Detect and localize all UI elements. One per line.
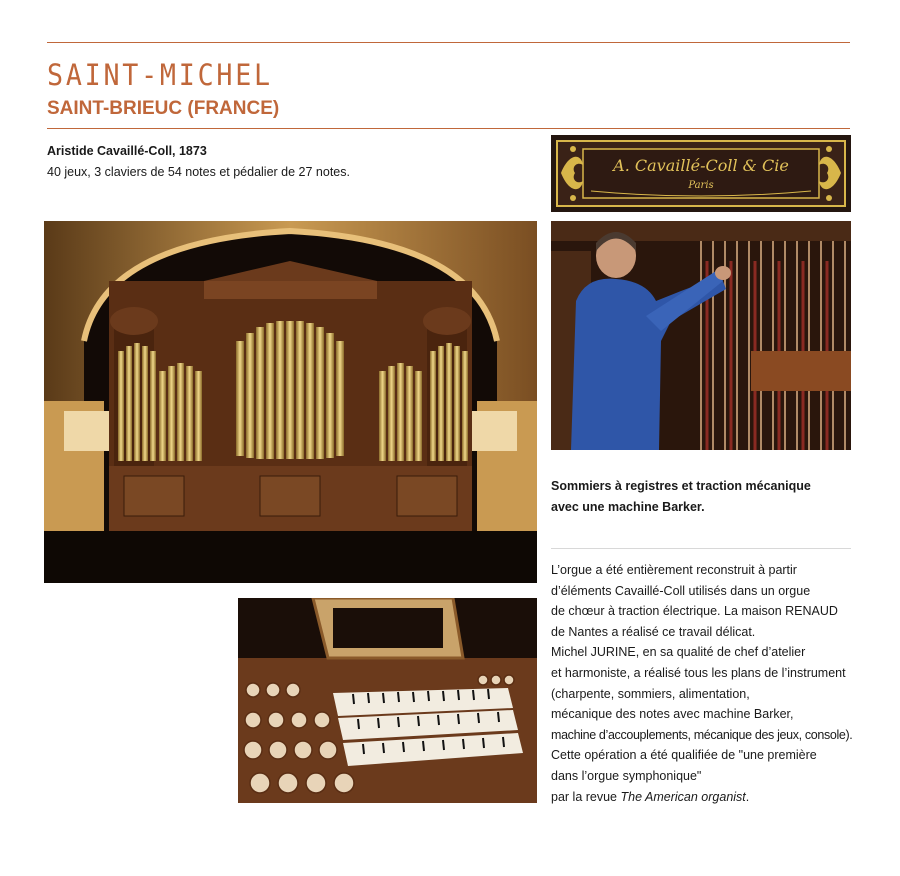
caption-line-2: avec une machine Barker. xyxy=(551,500,705,514)
top-rule xyxy=(47,42,850,43)
journal-title: The American organist xyxy=(620,789,746,804)
caption-divider xyxy=(551,548,851,549)
nameplate-photo xyxy=(551,135,851,212)
history-line-last xyxy=(551,787,851,808)
history-line: d’éléments Cavaillé-Coll utilisés dans un orgue xyxy=(551,583,811,598)
page-title: SAINT-MICHEL xyxy=(47,58,273,92)
history-paragraph xyxy=(551,560,851,807)
caption-line-1: Sommiers à registres et traction mécanique xyxy=(551,479,811,493)
technician-illustration xyxy=(551,221,851,450)
history-line: de Nantes a réalisé ce travail délicat. xyxy=(551,624,756,639)
history-line: (charpente, sommiers, alimentation, xyxy=(551,686,750,701)
organ-case-illustration xyxy=(44,221,537,583)
nameplate-city: Paris xyxy=(688,180,714,191)
history-line: machine d’accouplements, mécanique des jeux, console). xyxy=(551,727,853,742)
mechanism-caption xyxy=(551,476,851,518)
nameplate-inscription: A. Cavaillé-Coll & Cie xyxy=(613,156,789,175)
citation-prefix: par la revue xyxy=(551,789,621,804)
citation-suffix: . xyxy=(745,789,750,804)
history-line: mécanique des notes avec machine Barker, xyxy=(551,707,794,722)
header-rule xyxy=(47,128,850,129)
history-line: et harmoniste, a réalisé tous les plans de l’instrument xyxy=(551,665,846,680)
organ-case-photo xyxy=(44,221,537,583)
history-line: L’orgue a été entièrement reconstruit à partir xyxy=(551,563,797,577)
console-illustration xyxy=(238,598,537,803)
nameplate-illustration xyxy=(551,135,851,212)
builder-credit: Aristide Cavaillé-Coll, 1873 xyxy=(47,144,207,158)
history-line: dans l’orgue symphonique" xyxy=(551,768,702,783)
history-line: de chœur à traction électrique. La maison RENAUD xyxy=(551,604,838,619)
history-line: Cette opération a été qualifiée de "une première xyxy=(551,748,817,763)
history-line: Michel JURINE, en sa qualité de chef d’atelier xyxy=(551,645,806,660)
page-subtitle: SAINT-BRIEUC (FRANCE) xyxy=(47,98,280,119)
console-photo xyxy=(238,598,537,803)
organ-specs: 40 jeux, 3 claviers de 54 notes et pédalier de 27 notes. xyxy=(47,165,350,179)
technician-photo xyxy=(551,221,851,450)
